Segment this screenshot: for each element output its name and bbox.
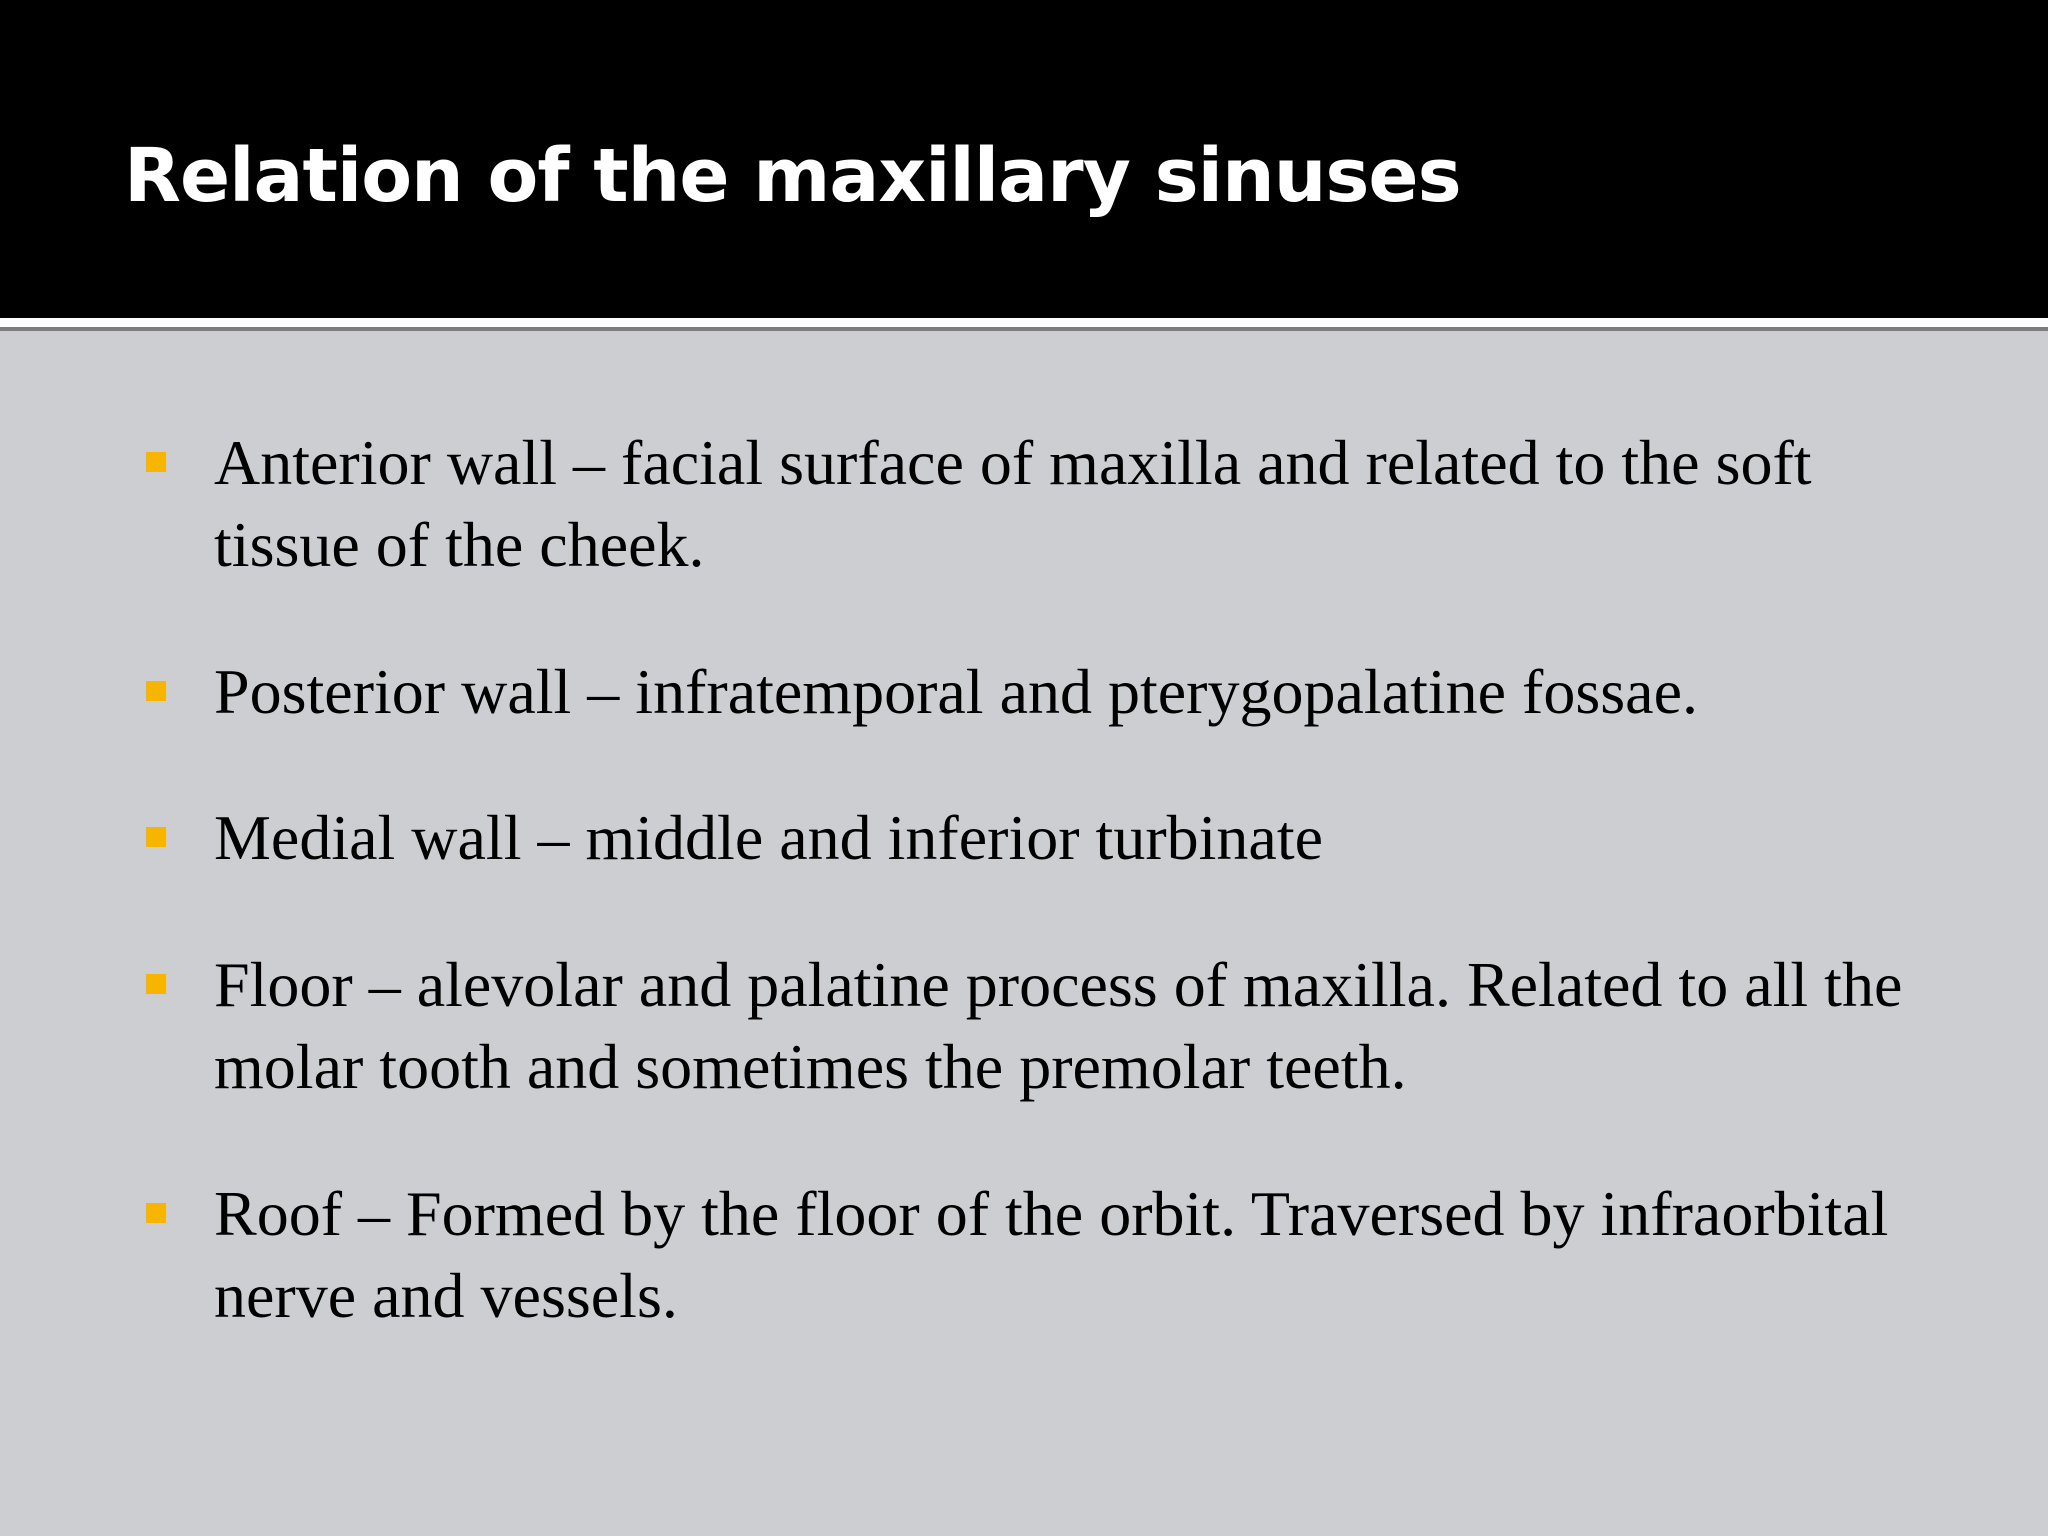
bullet-text: Floor – alevolar and palatine process of maxilla. Related to all the molar tooth and sometimes the premolar teeth.	[214, 949, 1903, 1102]
square-bullet-icon	[146, 974, 166, 994]
square-bullet-icon	[146, 681, 166, 701]
bullet-text: Roof – Formed by the floor of the orbit. Traversed by infraorbital nerve and vessels.	[214, 1178, 1889, 1331]
square-bullet-icon	[146, 452, 166, 472]
square-bullet-icon	[146, 827, 166, 847]
bullet-text: Medial wall – middle and inferior turbinate	[214, 802, 1323, 873]
slide-title: Relation of the maxillary sinuses	[124, 133, 1461, 219]
square-bullet-icon	[146, 1203, 166, 1223]
bullet-text: Posterior wall – infratemporal and pterygopalatine fossae.	[214, 656, 1698, 727]
bullet-text: Anterior wall – facial surface of maxilla and related to the soft tissue of the cheek.	[214, 427, 1812, 580]
